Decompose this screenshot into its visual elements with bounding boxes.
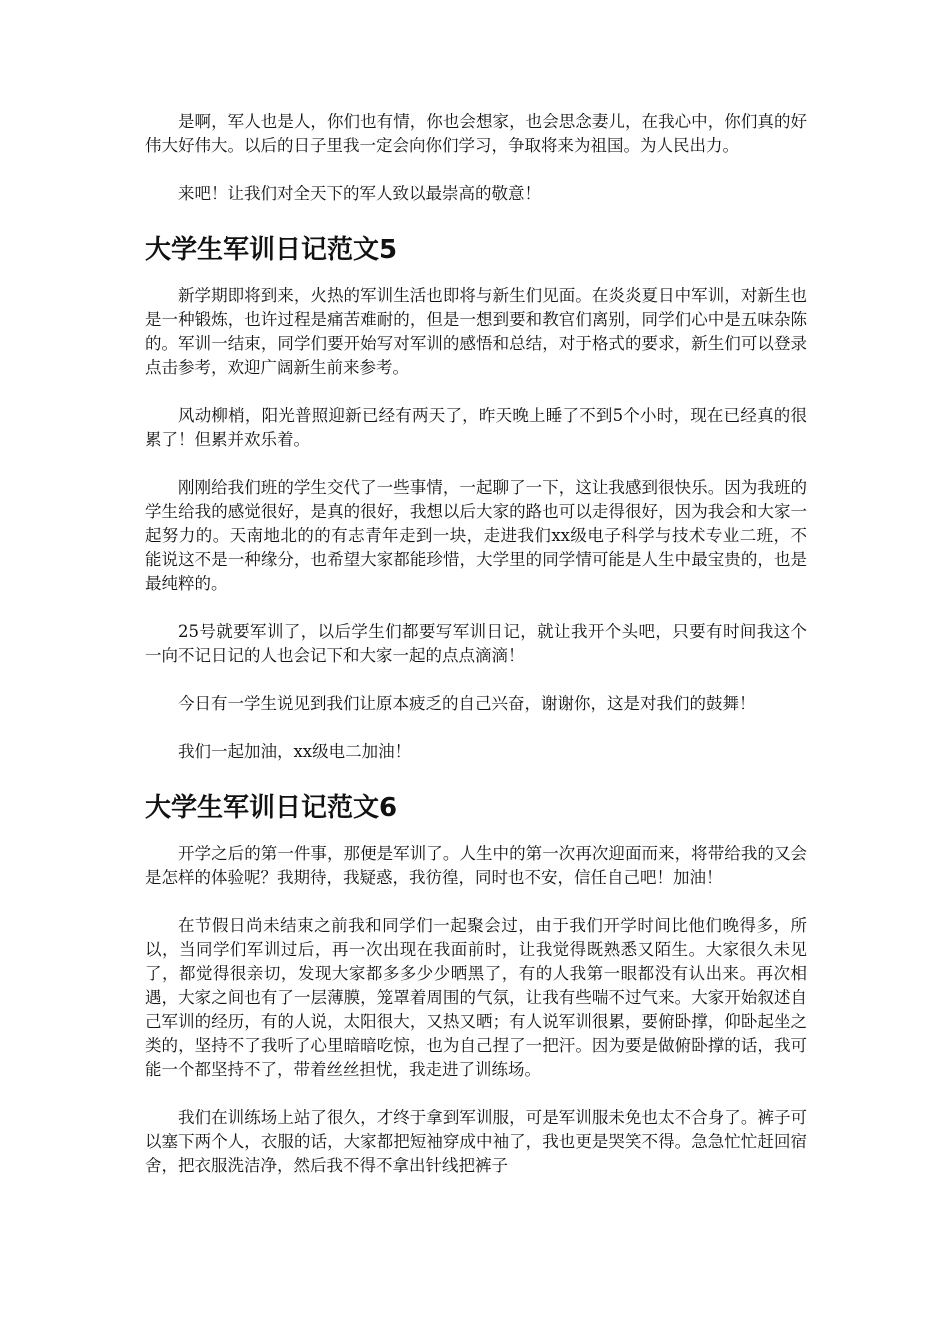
section-heading: 大学生军训日记范文6 [145, 793, 398, 823]
paragraph: 新学期即将到来，火热的军训生活也即将与新生们见面。在炎炎夏日中军训，对新生也是一种锻炼，也许过程是痛苦难耐的，但是一想到要和教官们离别，同学们心中是五味杂陈的。军训一结束，同学们要开始写对军训的感悟和总结，对于格式的要求，新生们可以登录点击参考，欢迎广阔新生前来参考。 [145, 286, 807, 377]
paragraph: 我们在训练场上站了很久，才终于拿到军训服，可是军训服未免也太不合身了。裤子可以塞下两个人，衣服的话，大家都把短袖穿成中袖了，我也更是哭笑不得。急急忙忙赶回宿舍，把衣服洗洁净，然后我不得不拿出针线把裤子 [145, 1108, 807, 1175]
paragraph: 开学之后的第一件事，那便是军训了。人生中的第一次再次迎面而来，将带给我的又会是怎样的体验呢？我期待，我疑惑，我彷徨，同时也不安，信任自己吧！加油！ [145, 844, 807, 887]
paragraph: 是啊，军人也是人，你们也有情，你也会想家，也会思念妻儿，在我心中，你们真的好伟大好伟大。以后的日子里我一定会向你们学习，争取将来为祖国。为人民出力。 [145, 112, 807, 155]
paragraph: 在节假日尚未结束之前我和同学们一起聚会过，由于我们开学时间比他们晚得多，所以，当同学们军训过后，再一次出现在我面前时，让我觉得既熟悉又陌生。大家很久未见了，都觉得很亲切，发现大家都多多少少晒黑了，有的人我第一眼都没有认出来。再次相遇，大家之间也有了一层薄膜，笼罩着周围的气氛，让我有些喘不过气来。大家开始叙述自己军训的经历，有的人说，太阳很大，又热又晒；有人说军训很累，要俯卧撑，仰卧起坐之类的，坚持不了我听了心里暗暗吃惊，也为自己捏了一把汗。因为要是做俯卧撑的话，我可能一个都坚持不了，带着丝丝担忧，我走进了训练场。 [145, 916, 807, 1079]
paragraph: 今日有一学生说见到我们让原本疲乏的自己兴奋，谢谢你，这是对我们的鼓舞！ [178, 694, 756, 713]
section-heading: 大学生军训日记范文5 [145, 235, 398, 265]
paragraph: 刚刚给我们班的学生交代了一些事情，一起聊了一下，这让我感到很快乐。因为我班的学生给我的感觉很好，是真的很好，我想以后大家的路也可以走得很好，因为我会和大家一起努力的。天南地北的的有志青年走到一块，走进我们xx级电子科学与技术专业二班，不能说这不是一种缘分，也希望大家都能珍惜，大学里的同学情可能是人生中最宝贵的，也是最纯粹的。 [145, 478, 807, 593]
paragraph: 我们一起加油，xx级电二加油！ [178, 742, 412, 761]
paragraph: 来吧！让我们对全天下的军人致以最崇高的敬意！ [178, 184, 541, 203]
paragraph: 25号就要军训了，以后学生们都要写军训日记，就让我开个头吧，只要有时间我这个一向不记日记的人也会记下和大家一起的点点滴滴！ [145, 622, 807, 665]
paragraph: 风动柳梢，阳光普照迎新已经有两天了，昨天晚上睡了不到5个小时，现在已经真的很累了！但累并欢乐着。 [145, 406, 807, 449]
document-page [145, 110, 807, 1202]
